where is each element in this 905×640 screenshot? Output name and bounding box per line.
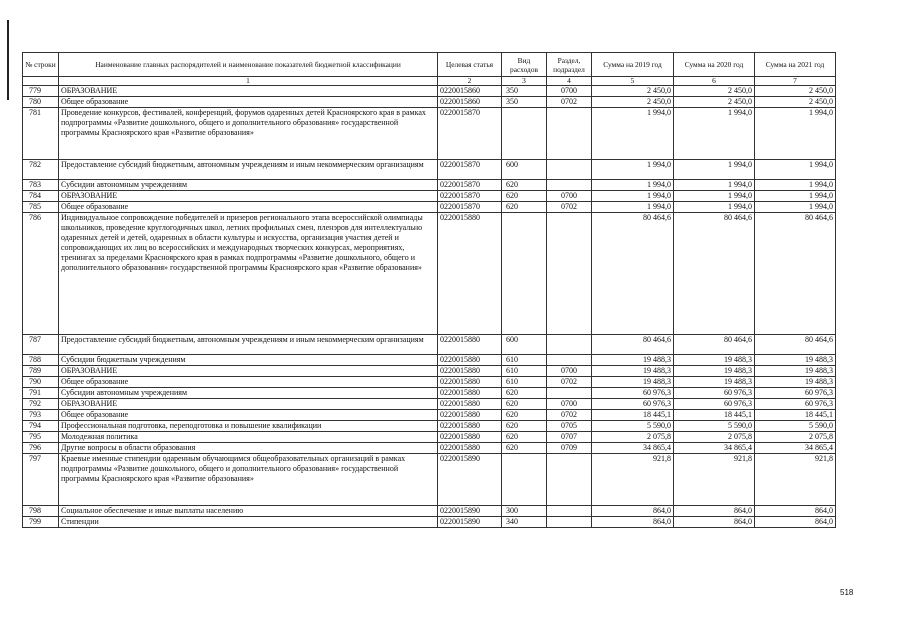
table-body	[23, 86, 836, 528]
row-expense-type: 340	[502, 517, 547, 528]
row-number: 795	[23, 432, 59, 443]
row-name: Общее образование	[59, 97, 438, 108]
row-number: 799	[23, 517, 59, 528]
row-name: Субсидии автономным учреждениям	[59, 388, 438, 399]
row-sum-2020: 864,0	[674, 517, 755, 528]
row-section: 0702	[547, 97, 592, 108]
row-section	[547, 517, 592, 528]
table-row	[23, 355, 836, 366]
page-number: 518	[840, 588, 854, 597]
row-expense-type: 620	[502, 191, 547, 202]
row-sum-2020: 19 488,3	[674, 366, 755, 377]
row-section	[547, 454, 592, 506]
row-number: 779	[23, 86, 59, 97]
row-expense-type: 350	[502, 97, 547, 108]
row-number: 790	[23, 377, 59, 388]
row-name: Предоставление субсидий бюджетным, автономным учреждениям и иным некоммерческим организациям	[59, 160, 438, 180]
row-target-article: 0220015890	[438, 517, 502, 528]
table-row	[23, 213, 836, 335]
row-section	[547, 160, 592, 180]
row-name: ОБРАЗОВАНИЕ	[59, 399, 438, 410]
row-number: 796	[23, 443, 59, 454]
row-target-article: 0220015880	[438, 432, 502, 443]
row-sum-2020: 921,8	[674, 454, 755, 506]
row-target-article: 0220015870	[438, 160, 502, 180]
table-row	[23, 443, 836, 454]
row-name: ОБРАЗОВАНИЕ	[59, 191, 438, 202]
row-sum-2019: 1 994,0	[592, 160, 674, 180]
table-row	[23, 366, 836, 377]
header-expense-type: Вид расходов	[502, 53, 547, 77]
row-expense-type	[502, 454, 547, 506]
row-name: ОБРАЗОВАНИЕ	[59, 86, 438, 97]
row-sum-2021: 2 450,0	[755, 97, 836, 108]
row-expense-type: 620	[502, 399, 547, 410]
column-number: 6	[674, 77, 755, 86]
header-sum-2020: Сумма на 2020 год	[674, 53, 755, 77]
row-section	[547, 388, 592, 399]
row-section: 0702	[547, 202, 592, 213]
row-target-article: 0220015860	[438, 86, 502, 97]
table-row	[23, 517, 836, 528]
row-sum-2019: 864,0	[592, 517, 674, 528]
header-sum-2021: Сумма на 2021 год	[755, 53, 836, 77]
row-section	[547, 213, 592, 335]
row-sum-2019: 2 450,0	[592, 86, 674, 97]
header-row-number: № строки	[23, 53, 59, 77]
row-sum-2021: 1 994,0	[755, 180, 836, 191]
table-row	[23, 421, 836, 432]
row-expense-type: 620	[502, 432, 547, 443]
row-sum-2019: 1 994,0	[592, 180, 674, 191]
row-sum-2021: 34 865,4	[755, 443, 836, 454]
table-row	[23, 410, 836, 421]
header-section: Раздел, подраздел	[547, 53, 592, 77]
row-sum-2020: 19 488,3	[674, 377, 755, 388]
row-sum-2019: 34 865,4	[592, 443, 674, 454]
row-target-article: 0220015880	[438, 421, 502, 432]
table-row	[23, 454, 836, 506]
table-row	[23, 160, 836, 180]
row-expense-type: 350	[502, 86, 547, 97]
row-section	[547, 355, 592, 366]
row-sum-2019: 1 994,0	[592, 191, 674, 202]
row-sum-2021: 864,0	[755, 506, 836, 517]
row-section: 0702	[547, 410, 592, 421]
row-sum-2019: 2 450,0	[592, 97, 674, 108]
row-section: 0700	[547, 191, 592, 202]
row-target-article: 0220015880	[438, 366, 502, 377]
row-sum-2019: 864,0	[592, 506, 674, 517]
header-target-article: Целевая статья	[438, 53, 502, 77]
row-sum-2019: 60 976,3	[592, 399, 674, 410]
row-number: 797	[23, 454, 59, 506]
binding-margin-line	[7, 20, 9, 100]
row-expense-type: 620	[502, 388, 547, 399]
row-sum-2020: 60 976,3	[674, 399, 755, 410]
row-sum-2019: 5 590,0	[592, 421, 674, 432]
row-sum-2021: 5 590,0	[755, 421, 836, 432]
row-sum-2019: 2 075,8	[592, 432, 674, 443]
row-name: Профессиональная подготовка, переподготовка и повышение квалификации	[59, 421, 438, 432]
row-target-article: 0220015880	[438, 399, 502, 410]
row-sum-2019: 1 994,0	[592, 202, 674, 213]
row-sum-2021: 864,0	[755, 517, 836, 528]
table-row	[23, 202, 836, 213]
row-sum-2019: 18 445,1	[592, 410, 674, 421]
row-sum-2021: 1 994,0	[755, 202, 836, 213]
row-expense-type: 620	[502, 443, 547, 454]
row-name: Общее образование	[59, 410, 438, 421]
table-row	[23, 388, 836, 399]
row-sum-2021: 19 488,3	[755, 377, 836, 388]
column-number: 3	[502, 77, 547, 86]
row-target-article: 0220015890	[438, 506, 502, 517]
row-name: ОБРАЗОВАНИЕ	[59, 366, 438, 377]
row-expense-type: 600	[502, 160, 547, 180]
row-target-article: 0220015880	[438, 410, 502, 421]
row-number: 788	[23, 355, 59, 366]
row-sum-2020: 60 976,3	[674, 388, 755, 399]
row-expense-type: 610	[502, 355, 547, 366]
budget-table	[22, 52, 836, 528]
row-section	[547, 506, 592, 517]
row-sum-2020: 2 450,0	[674, 97, 755, 108]
row-target-article: 0220015880	[438, 443, 502, 454]
header-name: Наименование главных распорядителей и наименование показателей бюджетной классификации	[59, 53, 438, 77]
row-number: 785	[23, 202, 59, 213]
table-row	[23, 432, 836, 443]
row-sum-2019: 1 994,0	[592, 108, 674, 160]
row-sum-2021: 1 994,0	[755, 191, 836, 202]
row-sum-2020: 1 994,0	[674, 202, 755, 213]
row-section: 0700	[547, 399, 592, 410]
row-target-article: 0220015880	[438, 355, 502, 366]
row-name: Краевые именные стипендии одаренным обучающимся общеобразовательных организаций в рамках подпрограммы «Развитие дошкольного, общего и дополнительного образования» государственной программы Красноярского края «Развитие образования»	[59, 454, 438, 506]
row-name: Стипендии	[59, 517, 438, 528]
row-number: 780	[23, 97, 59, 108]
row-expense-type: 620	[502, 180, 547, 191]
row-number: 793	[23, 410, 59, 421]
row-sum-2020: 2 450,0	[674, 86, 755, 97]
row-target-article: 0220015890	[438, 454, 502, 506]
row-number: 794	[23, 421, 59, 432]
row-sum-2020: 80 464,6	[674, 335, 755, 355]
row-expense-type: 620	[502, 202, 547, 213]
table-row	[23, 377, 836, 388]
row-number: 786	[23, 213, 59, 335]
row-sum-2021: 60 976,3	[755, 388, 836, 399]
column-number	[23, 77, 59, 86]
row-sum-2021: 921,8	[755, 454, 836, 506]
row-name: Общее образование	[59, 377, 438, 388]
row-number: 787	[23, 335, 59, 355]
row-target-article: 0220015860	[438, 97, 502, 108]
row-sum-2019: 60 976,3	[592, 388, 674, 399]
row-name: Предоставление субсидий бюджетным, автономным учреждениям и иным некоммерческим организациям	[59, 335, 438, 355]
row-expense-type: 620	[502, 421, 547, 432]
row-number: 789	[23, 366, 59, 377]
row-name: Социальное обеспечение и иные выплаты населению	[59, 506, 438, 517]
column-number: 7	[755, 77, 836, 86]
row-sum-2019: 80 464,6	[592, 213, 674, 335]
row-sum-2021: 80 464,6	[755, 335, 836, 355]
row-sum-2021: 19 488,3	[755, 355, 836, 366]
row-expense-type: 600	[502, 335, 547, 355]
row-sum-2020: 5 590,0	[674, 421, 755, 432]
row-sum-2019: 921,8	[592, 454, 674, 506]
row-expense-type: 610	[502, 377, 547, 388]
row-number: 791	[23, 388, 59, 399]
row-sum-2021: 60 976,3	[755, 399, 836, 410]
row-sum-2020: 864,0	[674, 506, 755, 517]
row-sum-2021: 18 445,1	[755, 410, 836, 421]
row-target-article: 0220015880	[438, 335, 502, 355]
column-number: 1	[59, 77, 438, 86]
table-row	[23, 191, 836, 202]
table-row	[23, 335, 836, 355]
row-sum-2021: 19 488,3	[755, 366, 836, 377]
row-sum-2020: 1 994,0	[674, 160, 755, 180]
row-section: 0700	[547, 86, 592, 97]
column-number-row	[23, 77, 836, 86]
row-number: 781	[23, 108, 59, 160]
row-sum-2020: 2 075,8	[674, 432, 755, 443]
row-name: Проведение конкурсов, фестивалей, конференций, форумов одаренных детей Красноярского края в рамках подпрограммы «Развитие дошкольного, общего и дополнительного образования» государственной программы Красноярского края «Развитие образования»	[59, 108, 438, 160]
table-row	[23, 86, 836, 97]
row-section	[547, 108, 592, 160]
row-section: 0700	[547, 366, 592, 377]
header-sum-2019: Сумма на 2019 год	[592, 53, 674, 77]
budget-table-sheet	[22, 52, 835, 528]
row-sum-2020: 1 994,0	[674, 108, 755, 160]
row-expense-type: 610	[502, 366, 547, 377]
row-sum-2021: 2 075,8	[755, 432, 836, 443]
row-sum-2021: 80 464,6	[755, 213, 836, 335]
row-expense-type	[502, 108, 547, 160]
table-row	[23, 97, 836, 108]
row-section: 0702	[547, 377, 592, 388]
row-number: 792	[23, 399, 59, 410]
row-number: 782	[23, 160, 59, 180]
row-sum-2021: 1 994,0	[755, 160, 836, 180]
column-number: 5	[592, 77, 674, 86]
row-section: 0705	[547, 421, 592, 432]
row-expense-type: 300	[502, 506, 547, 517]
row-sum-2020: 34 865,4	[674, 443, 755, 454]
row-sum-2021: 2 450,0	[755, 86, 836, 97]
table-row	[23, 399, 836, 410]
row-sum-2020: 19 488,3	[674, 355, 755, 366]
row-target-article: 0220015870	[438, 191, 502, 202]
row-expense-type	[502, 213, 547, 335]
row-number: 784	[23, 191, 59, 202]
row-section: 0709	[547, 443, 592, 454]
row-target-article: 0220015870	[438, 108, 502, 160]
table-row	[23, 108, 836, 160]
table-row	[23, 506, 836, 517]
row-expense-type: 620	[502, 410, 547, 421]
row-sum-2019: 19 488,3	[592, 355, 674, 366]
row-target-article: 0220015870	[438, 180, 502, 191]
row-sum-2020: 1 994,0	[674, 191, 755, 202]
table-header-row	[23, 53, 836, 77]
row-name: Другие вопросы в области образования	[59, 443, 438, 454]
row-number: 783	[23, 180, 59, 191]
row-sum-2019: 80 464,6	[592, 335, 674, 355]
row-section: 0707	[547, 432, 592, 443]
row-name: Молодежная политика	[59, 432, 438, 443]
row-name: Общее образование	[59, 202, 438, 213]
row-sum-2019: 19 488,3	[592, 377, 674, 388]
row-section	[547, 335, 592, 355]
row-number: 798	[23, 506, 59, 517]
row-name: Субсидии бюджетным учреждениям	[59, 355, 438, 366]
column-number: 4	[547, 77, 592, 86]
row-target-article: 0220015880	[438, 213, 502, 335]
column-number: 2	[438, 77, 502, 86]
row-sum-2019: 19 488,3	[592, 366, 674, 377]
row-section	[547, 180, 592, 191]
table-row	[23, 180, 836, 191]
row-target-article: 0220015880	[438, 377, 502, 388]
row-sum-2021: 1 994,0	[755, 108, 836, 160]
row-target-article: 0220015870	[438, 202, 502, 213]
row-sum-2020: 80 464,6	[674, 213, 755, 335]
row-sum-2020: 1 994,0	[674, 180, 755, 191]
row-name: Индивидуальное сопровождение победителей и призеров регионального этапа всероссийской олимпиады школьников, проведение круглогодичных школ, летних профильных смен, пленэров для интеллектуально одаренных детей и детей, одаренных в области культуры и искусства, организация участия детей и сопровождающих их лиц во всероссийских и международных творческих конкурсах, мероприятиях, тренингах за пределами Красноярского края в рамках подпрограммы «Развитие дошкольного, общего и дополнительного образования» государственной программы Красноярского края «Развитие образования»	[59, 213, 438, 335]
row-target-article: 0220015880	[438, 388, 502, 399]
row-name: Субсидии автономным учреждениям	[59, 180, 438, 191]
row-sum-2020: 18 445,1	[674, 410, 755, 421]
